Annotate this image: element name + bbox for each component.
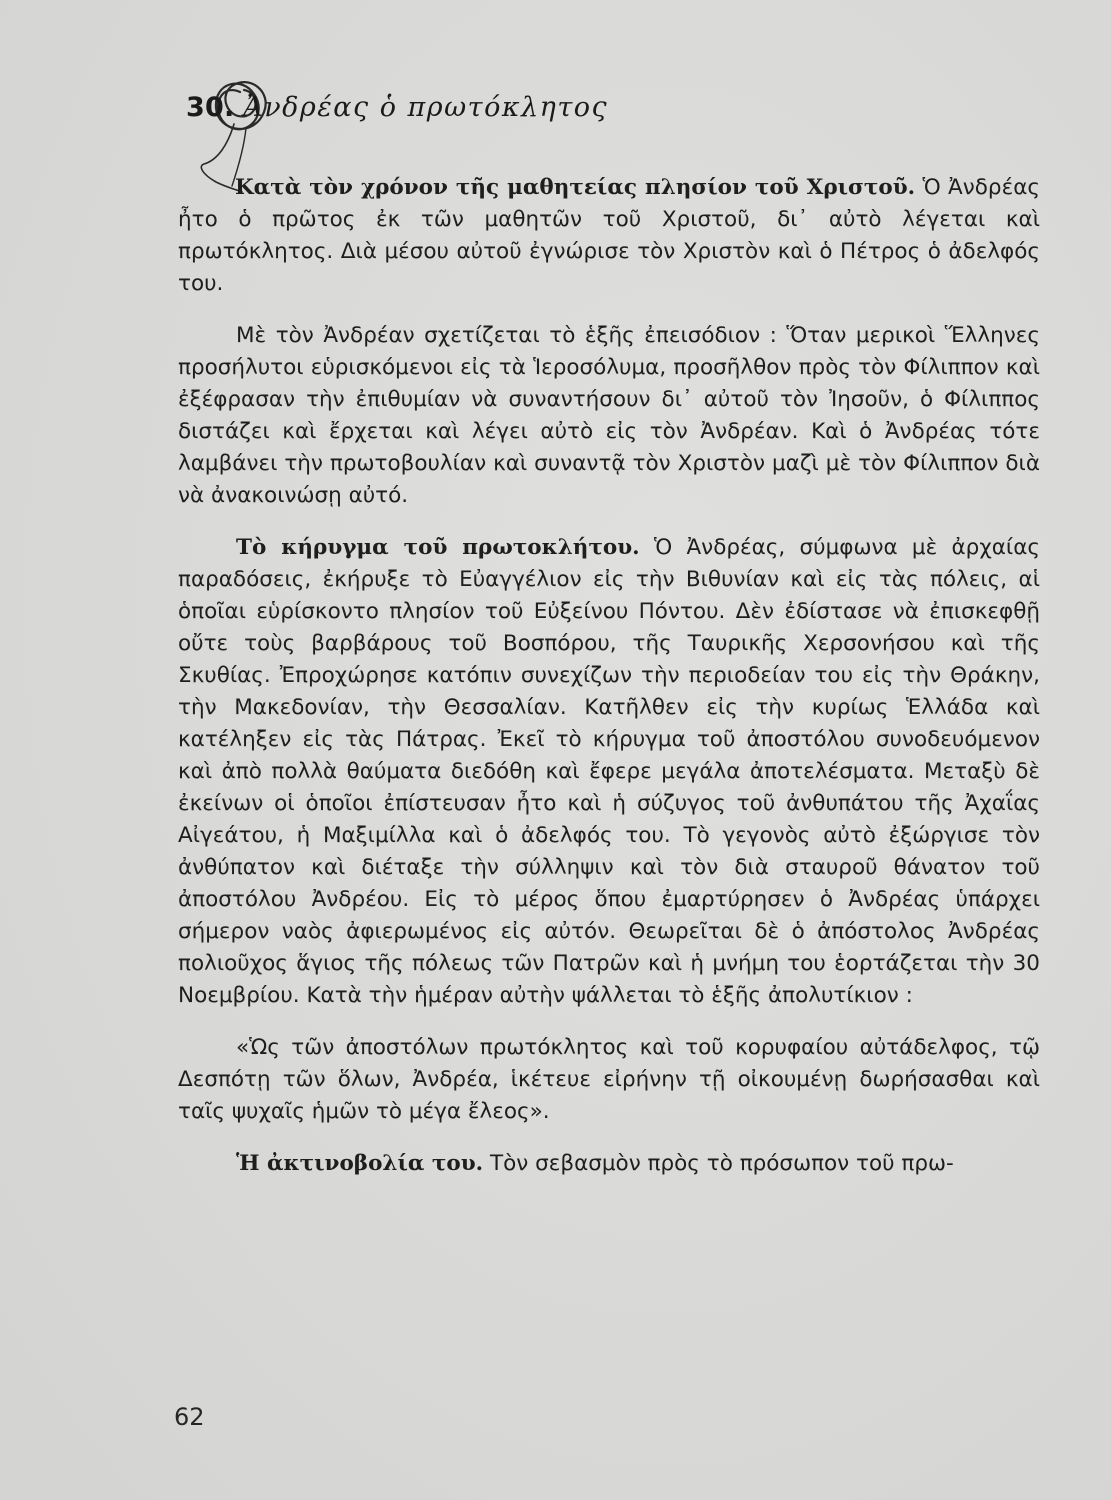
paragraph-text: Τὸν σεβασμὸν πρὸς τὸ πρόσωπον τοῦ πρω- [489,1151,954,1176]
paragraph [178,532,1040,1012]
chapter-title: Ἀνδρέας ὁ πρωτόκλητος [243,92,609,123]
quote-text: «Ὡς τῶν ἀποστόλων πρωτόκλητος καὶ τοῦ κορυφαίου αὐτάδελφος, τῷ Δεσπότῃ τῶν ὅλων, Ἀνδρέα, ἱκέτευε εἰρήνην τῇ οἰκουμένῃ δωρήσασθαι καὶ ταῖς ψυχαῖς ἡμῶν τὸ μέγα ἔλεος». [178,1035,1040,1124]
chapter-heading [186,92,608,123]
paragraph [178,1148,1040,1180]
paragraph [178,172,1040,300]
paragraph [178,320,1040,512]
paragraph-text: Ὁ Ἀνδρέας ἦτο ὁ πρῶτος ἐκ τῶν μαθητῶν τοῦ Χριστοῦ, δι᾽ αὐτὸ λέγεται καὶ πρωτόκλητος. Διὰ μέσου αὐτοῦ ἐγνώρισε τὸν Χριστὸν καὶ ὁ Πέτρος ὁ ἀδελφός του. [178,175,1040,296]
section-heading: Κατὰ τὸν χρόνον τῆς μαθητείας πλησίον τοῦ Χριστοῦ. [235,175,916,200]
section-heading: Τὸ κήρυγμα τοῦ πρωτοκλήτου. [236,535,640,560]
hymn-quote [178,1032,1040,1128]
page-number: 62 [174,1403,205,1431]
chapter-number: 30. [186,92,235,123]
paragraph-text: Ὁ Ἀνδρέας, σύμφωνα μὲ ἀρχαίας παραδόσεις, ἐκήρυξε τὸ Εὐαγγέλιον εἰς τὴν Βιθυνίαν καὶ εἰς τὰς πόλεις, αἱ ὁποῖαι εὑρίσκοντο πλησίον τοῦ Εὐξείνου Πόντου. Δὲν ἐδίστασε νὰ ἐπισκεφθῇ οὔτε τοὺς βαρβάρους τοῦ Βοσπόρου, τῆς Ταυρικῆς Χερσονήσου καὶ τῆς Σκυθίας. Ἐπροχώρησε κατόπιν συνεχίζων τὴν περιοδείαν του εἰς τὴν Θράκην, τὴν Μακεδονίαν, τὴν Θεσσαλίαν. Κατῆλθεν εἰς τὴν κυρίως Ἑλλάδα καὶ κατέληξεν εἰς τὰς Πάτρας. Ἐκεῖ τὸ κήρυγμα τοῦ ἀποστόλου συνοδευόμενον καὶ ἀπὸ πολλὰ θαύματα διεδόθη καὶ ἔφερε μεγάλα ἀποτελέσματα. Μεταξὺ δὲ ἐκείνων οἱ ὁποῖοι ἐπίστευσαν ἦτο καὶ ἡ σύζυγος τοῦ ἀνθυπάτου τῆς Ἀχαΐας Αἰγεάτου, ἡ Μαξιμίλλα καὶ ὁ ἀδελφός του. Τὸ γεγονὸς αὐτὸ ἐξώργισε τὸν ἀνθύπατον καὶ διέταξε τὴν σύλληψιν καὶ τὸν διὰ σταυροῦ θάνατον τοῦ ἀποστόλου Ἀνδρέου. Εἰς τὸ μέρος ὅπου ἐμαρτύρησεν ὁ Ἀνδρέας ὑπάρχει σήμερον ναὸς ἀφιερωμένος εἰς αὐτόν. Θεωρεῖται δὲ ὁ ἀπόστολος Ἀνδρέας πολιοῦχος ἅγιος τῆς πόλεως τῶν Πατρῶν καὶ ἡ μνήμη του ἑορτάζεται τὴν 30 Νοεμβρίου. Κατὰ τὴν ἡμέραν αὐτὴν ψάλλεται τὸ ἑξῆς ἀπολυτίκιον : [178,535,1040,1008]
paragraph-text: Μὲ τὸν Ἀνδρέαν σχετίζεται τὸ ἑξῆς ἐπεισόδιον : Ὅταν μερικοὶ Ἕλληνες προσήλυτοι εὑρισκόμενοι εἰς τὰ Ἱεροσόλυμα, προσῆλθον πρὸς τὸν Φίλιππον καὶ ἐξέφρασαν τὴν ἐπιθυμίαν νὰ συναντήσουν δι᾽ αὐτοῦ τὸν Ἰησοῦν, ὁ Φίλιππος διστάζει καὶ ἔρχεται καὶ λέγει αὐτὸ εἰς τὸν Ἀνδρέαν. Καὶ ὁ Ἀνδρέας τότε λαμβάνει τὴν πρωτοβουλίαν καὶ συναντᾷ τὸν Χριστὸν μαζὶ μὲ τὸν Φίλιππον διὰ νὰ ἀνακοινώσῃ αὐτό. [178,323,1040,508]
body-text [178,172,1040,1200]
section-heading: Ἡ ἀκτινοβολία του. [236,1151,484,1176]
